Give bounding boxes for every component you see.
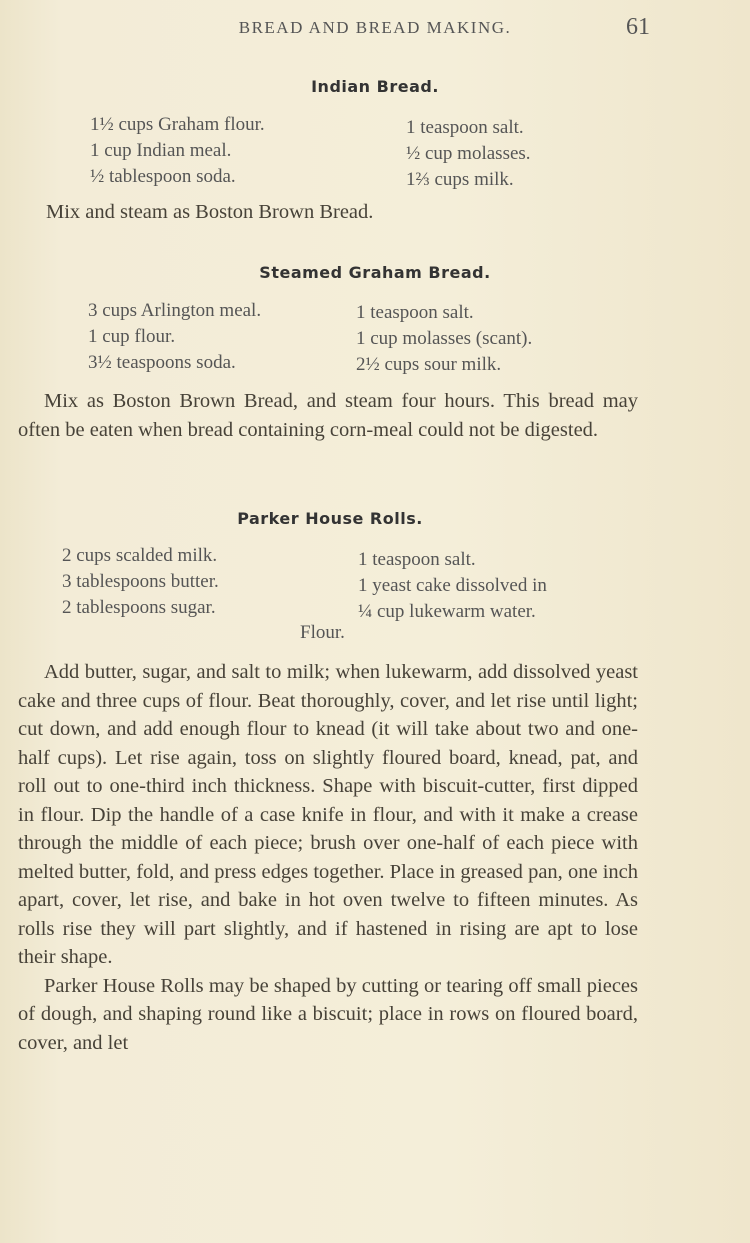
ingredient: 1 teaspoon salt. [356,302,474,323]
recipe-title-steamed-graham-bread: Steamed Graham Bread. [259,263,491,282]
ingredient: 3½ teaspoons soda. [88,352,236,373]
ingredient: 1 yeast cake dissolved in [358,575,547,596]
ingredient: 2 cups scalded milk. [62,545,218,566]
recipe-title-parker-house-rolls: Parker House Rolls. [237,509,423,528]
ingredient: ½ tablespoon soda. [90,166,236,187]
ingredient: 1 teaspoon salt. [358,549,476,570]
ingredients-right [358,547,547,625]
page-number: 61 [626,14,650,40]
ingredients-left [90,112,265,190]
ingredients-right [356,300,532,378]
ingredient: 3 tablespoons butter. [62,571,219,592]
ingredient-flour: Flour. [300,622,345,643]
recipe-title-indian-bread: Indian Bread. [311,77,439,96]
ingredient: 1 teaspoon salt. [406,117,524,138]
ingredient: 2 tablespoons sugar. [62,597,216,618]
ingredient: ¼ cup lukewarm water. [358,601,536,622]
ingredients-right [406,115,531,193]
running-head: BREAD AND BREAD MAKING. [238,18,512,37]
directions: Mix and steam as Boston Brown Bread. [46,201,374,223]
ingredients-left [62,543,219,621]
ingredient: 1½ cups Graham flour. [90,114,265,135]
ingredient: 1 cup Indian meal. [90,140,232,161]
ingredient: 2½ cups sour milk. [356,354,502,375]
ingredient: 3 cups Arlington meal. [88,300,262,321]
ingredient: 1⅔ cups milk. [406,169,514,190]
ingredient: 1 cup molasses (scant). [356,328,533,349]
directions: Add butter, sugar, and salt to milk; when lukewarm, add dissolved yeast cake and three cups of flour. Beat thoroughly, cover, and let rise until light; cut down, and add enough flour to knead (it will take about two and one-half cups). Let rise again, toss on slightly floured board, knead, pat, and roll out to one-third inch thickness. Shape with biscuit-cutter, first dipped in flour. Dip the handle of a case knife in flour, and with it make a crease through the middle of each piece; brush over one-half of each piece with melted butter, fold, and press edges together. Place in greased pan, one inch apart, cover, let rise, and bake in hot oven twelve to fifteen minutes. As rolls rise they will part slightly, and if hastened in rising are apt to lose their shape. Parker House Rolls may be shaped by cutting or tearing off small pieces of dough, and shaping round like a biscuit; place in rows on floured board, cover, and let [18,661,638,1054]
directions: Mix as Boston Brown Bread, and steam four hours. This bread may often be eaten when bread containing corn-meal could not be digested. [18,390,638,441]
ingredient: 1 cup flour. [88,326,176,347]
ingredient: ½ cup molasses. [406,143,531,164]
ingredients-left [88,298,261,376]
